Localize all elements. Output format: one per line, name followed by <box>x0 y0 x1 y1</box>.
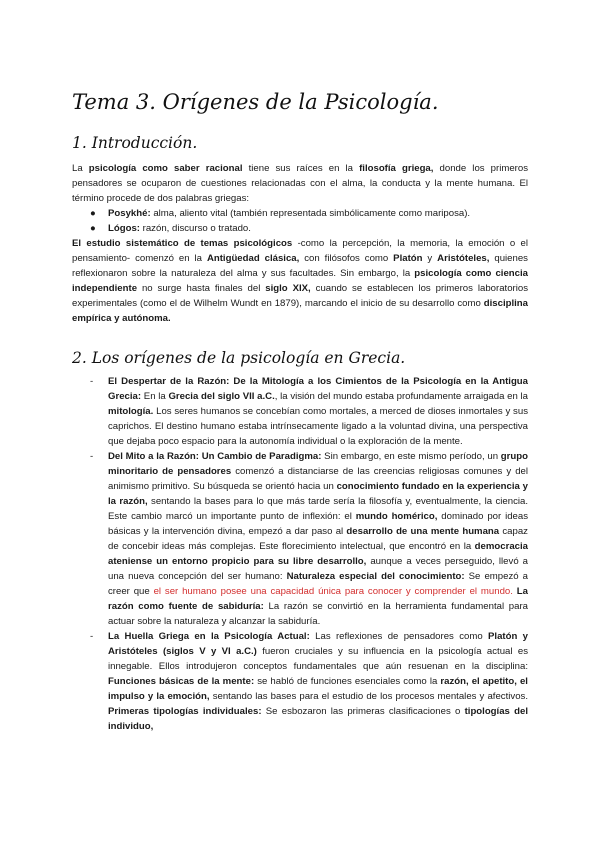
bold-text: razón, el apetito, el impulso y la emoción, <box>108 676 528 702</box>
text-run: -como la percepción, la memoria, la emoción o el pensamiento- comenzó en la <box>72 238 528 264</box>
text-run: Sin embargo, en este mismo período, un <box>321 451 501 462</box>
bold-text: Platón y Aristóteles (siglos V y VI a.C.) <box>108 631 528 657</box>
section-heading-grecia: 2. Los orígenes de la psicología en Grecia. <box>72 349 406 367</box>
text-run: La <box>72 163 89 174</box>
bold-text: Grecia del siglo VII a.C. <box>168 391 275 402</box>
text-run: dominado por ideas básicas y la intervención divina, empezó a dar paso al <box>108 511 529 537</box>
bold-text: mitología. <box>108 406 154 417</box>
text-run: capaz de concebir ideas más complejas. Este florecimiento intelectual, que encontró en la <box>108 526 528 552</box>
bold-text: Antigüedad clásica, <box>206 253 300 264</box>
greek-terms-list <box>72 206 528 236</box>
list-item-text <box>108 376 528 447</box>
bold-text: Primeras tipologías individuales: <box>108 706 262 717</box>
text-run: quienes reflexionaron sobre la naturaleza del alma y sus facultades. Sin embargo, la <box>72 253 528 279</box>
list-item-posykhe <box>72 206 528 221</box>
text-run: alma, aliento vital (también representada simbólicamente como mariposa). <box>150 208 471 219</box>
list-item-mito-razon <box>72 449 528 629</box>
bold-text: disciplina empírica y autónoma. <box>72 298 528 324</box>
text-run: cuando se establecen los primeros laboratorios experimentales (como el de Wilhelm Wundt en 1879), marcando el inicio de su desarrollo como <box>72 283 528 309</box>
text-run: Los seres humanos se concebían como mortales, a merced de dioses inmortales y sus caprichos. El destino humano estaba intrínsecamente ligado a la voluntad divina, una perspectiva que dejaba poco espacio para la autonomía individual o la exploración de la mente. <box>108 406 528 447</box>
bullet-icon: ● <box>90 208 96 219</box>
list-item-huella-griega <box>72 629 528 734</box>
bullet-icon: ● <box>90 223 96 234</box>
text-run: tiene sus raíces en la <box>242 163 360 174</box>
text-run: sentando la bases para lo que más tarde sería la filosofía y, eventualmente, la ciencia. Este cambio marcó un importante punto de inflexión: el <box>108 496 528 522</box>
bold-text: Funciones básicas de la mente: <box>108 676 255 687</box>
dash-icon: - <box>90 376 94 387</box>
bold-text: democracia ateniense un entorno propicio para su libre desarrollo, <box>108 541 528 567</box>
bold-text: psicología como saber racional <box>88 163 243 174</box>
bold-text: tipologías del individuo, <box>108 706 528 732</box>
text-run: y <box>422 253 438 264</box>
list-item-text <box>108 208 470 219</box>
bold-text: Naturaleza especial del conocimiento: <box>286 571 465 582</box>
text-run: Se empezó a creer que <box>108 571 529 597</box>
text-run: En la <box>141 391 169 402</box>
bold-text: Posykhé: <box>108 208 151 219</box>
bold-text: Del Mito a la Razón: Un Cambio de Paradigma: <box>108 451 322 462</box>
bold-text: La razón como fuente de sabiduría: <box>108 586 528 612</box>
text-run: aunque a veces perseguido, llevó a una nueva concepción del ser humano: <box>108 556 528 582</box>
section-heading-introduccion: 1. Introducción. <box>72 134 198 152</box>
bold-text: El Despertar de la Razón: De la Mitología a los Cimientos de la Psicología en la Antigua Grecia: <box>108 376 528 402</box>
dash-icon: - <box>90 451 94 462</box>
bold-text: Lógos: <box>108 223 140 234</box>
intro-paragraph-2 <box>72 236 528 326</box>
list-item-despertar <box>72 374 528 449</box>
text-run: razón, discurso o tratado. <box>139 223 251 234</box>
bold-text: psicología como ciencia independiente <box>72 268 528 294</box>
text-run: se habló de funciones esenciales como la <box>254 676 441 687</box>
text-run: Se esbozaron las primeras clasificaciones o <box>261 706 465 717</box>
list-item-text <box>108 631 528 732</box>
text-run: con filósofos como <box>299 253 394 264</box>
highlight-text: el ser humano posee una capacidad única para conocer y comprender el mundo. <box>153 586 513 597</box>
bold-text: desarrollo de una mente humana <box>346 526 500 537</box>
text-run: Las reflexiones de pensadores como <box>309 631 488 642</box>
bold-text: La Huella Griega en la Psicología Actual: <box>108 631 310 642</box>
text-run: , la visión del mundo estaba profundamente arraigada en la <box>274 391 528 402</box>
bold-text: Aristóteles, <box>437 253 490 264</box>
text-run: sentando las bases para el estudio de los procesos mentales y afectivos. <box>209 691 528 702</box>
intro-paragraph-1 <box>72 161 528 206</box>
document-page <box>72 88 528 734</box>
text-run: donde los primeros pensadores se ocuparon de cuestiones relacionadas con el alma, la conducta y la mente humana. El término procede de dos palabras griegas: <box>72 163 528 204</box>
text-run: La razón se convirtió en la herramienta fundamental para actuar sobre la naturaleza y alcanzar la sabiduría. <box>108 601 528 627</box>
bold-text: conocimiento fundado en la experiencia y la razón, <box>108 481 528 507</box>
bold-text: filosofía griega, <box>359 163 434 174</box>
list-item-text <box>108 451 528 627</box>
bold-text: mundo homérico, <box>355 511 438 522</box>
bold-text: El estudio sistemático de temas psicológicos <box>72 238 293 249</box>
grecia-list <box>72 374 528 734</box>
document-title: Tema 3. Orígenes de la Psicología. <box>72 90 439 114</box>
text-run: no surge hasta finales del <box>137 283 266 294</box>
bold-text: siglo XIX, <box>265 283 311 294</box>
dash-icon: - <box>90 631 94 642</box>
list-item-logos <box>72 221 528 236</box>
text-run: comenzó a distanciarse de las creencias religiosas comunes y del animismo primitivo. Su búsqueda se orientó hacia un <box>108 466 529 492</box>
bold-text: Platón <box>393 253 423 264</box>
list-item-text <box>108 223 251 234</box>
bold-text: grupo minoritario de pensadores <box>108 451 528 477</box>
text-run: fueron cruciales y su influencia en la psicología actual es innegable. Ellos introdujeron conceptos fundamentales que aún resuenan en la disciplina: <box>108 646 529 672</box>
